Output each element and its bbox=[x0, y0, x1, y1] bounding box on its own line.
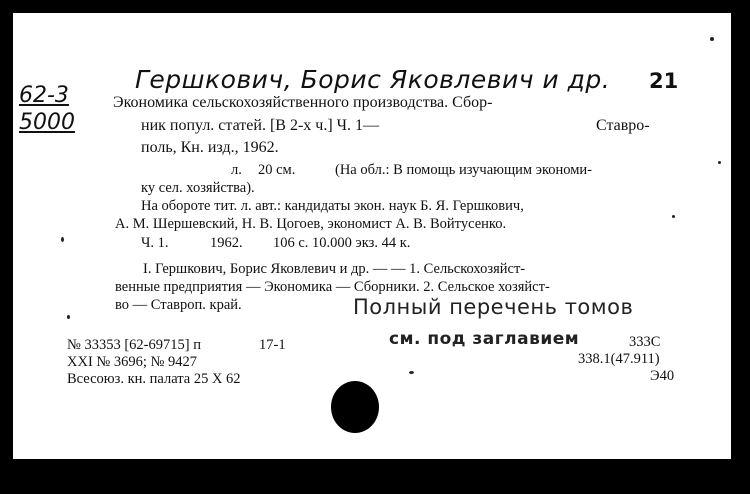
tracing-line-1: I. Гершкович, Борис Яковлевич и др. — — 1. Сельскохозяйст- bbox=[143, 261, 526, 277]
body-line-8b: 1962. bbox=[210, 235, 243, 251]
footer-left-1b: 17-1 bbox=[259, 337, 286, 353]
shelf-mark-bottom: 5000 bbox=[19, 110, 75, 135]
catalog-card bbox=[13, 13, 731, 459]
footer-right-1: 333С bbox=[629, 334, 661, 350]
body-line-5: ку сел. хозяйства). bbox=[141, 180, 255, 196]
handwritten-author-heading: Гершкович, Борис Яковлевич и др. bbox=[135, 65, 611, 94]
speck bbox=[710, 37, 714, 41]
punch-hole bbox=[331, 381, 379, 433]
body-line-8c: 106 с. 10.000 экз. 44 к. bbox=[273, 235, 411, 251]
footer-left-3: Всесоюз. кн. палата 25 X 62 bbox=[67, 371, 241, 387]
handwritten-number: 21 bbox=[649, 69, 679, 93]
speck bbox=[67, 315, 70, 319]
footer-right-2: 338.1(47.911) bbox=[578, 351, 660, 367]
stamp-line-2: см. под заглавием bbox=[389, 329, 580, 349]
speck bbox=[409, 371, 414, 374]
body-line-7: А. М. Шершевский, Н. В. Цогоев, экономист А. В. Войтусенко. bbox=[115, 216, 507, 232]
body-line-2-right: Ставро- bbox=[596, 117, 650, 134]
footer-right-3: Э40 bbox=[650, 368, 675, 384]
body-line-6: На обороте тит. л. авт.: кандидаты экон. наук Б. Я. Гершкович, bbox=[141, 198, 524, 214]
speck bbox=[718, 161, 721, 164]
stamp-line-1: Полный перечень томов bbox=[353, 295, 634, 319]
body-line-4a: л. bbox=[231, 162, 242, 178]
tracing-line-2: венные предприятия — Экономика — Сборники. 2. Сельское хозяйст- bbox=[115, 279, 550, 295]
speck bbox=[61, 237, 64, 242]
footer-left-2: XXI № 3696; № 9427 bbox=[67, 354, 197, 370]
body-line-4b: 20 см. bbox=[258, 162, 296, 178]
body-line-3: поль, Кн. изд., 1962. bbox=[141, 139, 279, 156]
body-line-8a: Ч. 1. bbox=[141, 235, 169, 251]
body-line-2: ник попул. статей. [В 2-х ч.] Ч. 1— bbox=[141, 117, 380, 134]
body-line-4c: (На обл.: В помощь изучающим экономи- bbox=[335, 162, 592, 178]
speck bbox=[672, 215, 675, 218]
body-line-1: Экономика сельскохозяйственного производства. Сбор- bbox=[113, 94, 493, 111]
shelf-mark-top: 62-3 bbox=[19, 83, 69, 108]
tracing-line-3: во — Ставроп. край. bbox=[115, 297, 242, 313]
footer-left-1: № 33353 [62-69715] п bbox=[67, 337, 201, 353]
